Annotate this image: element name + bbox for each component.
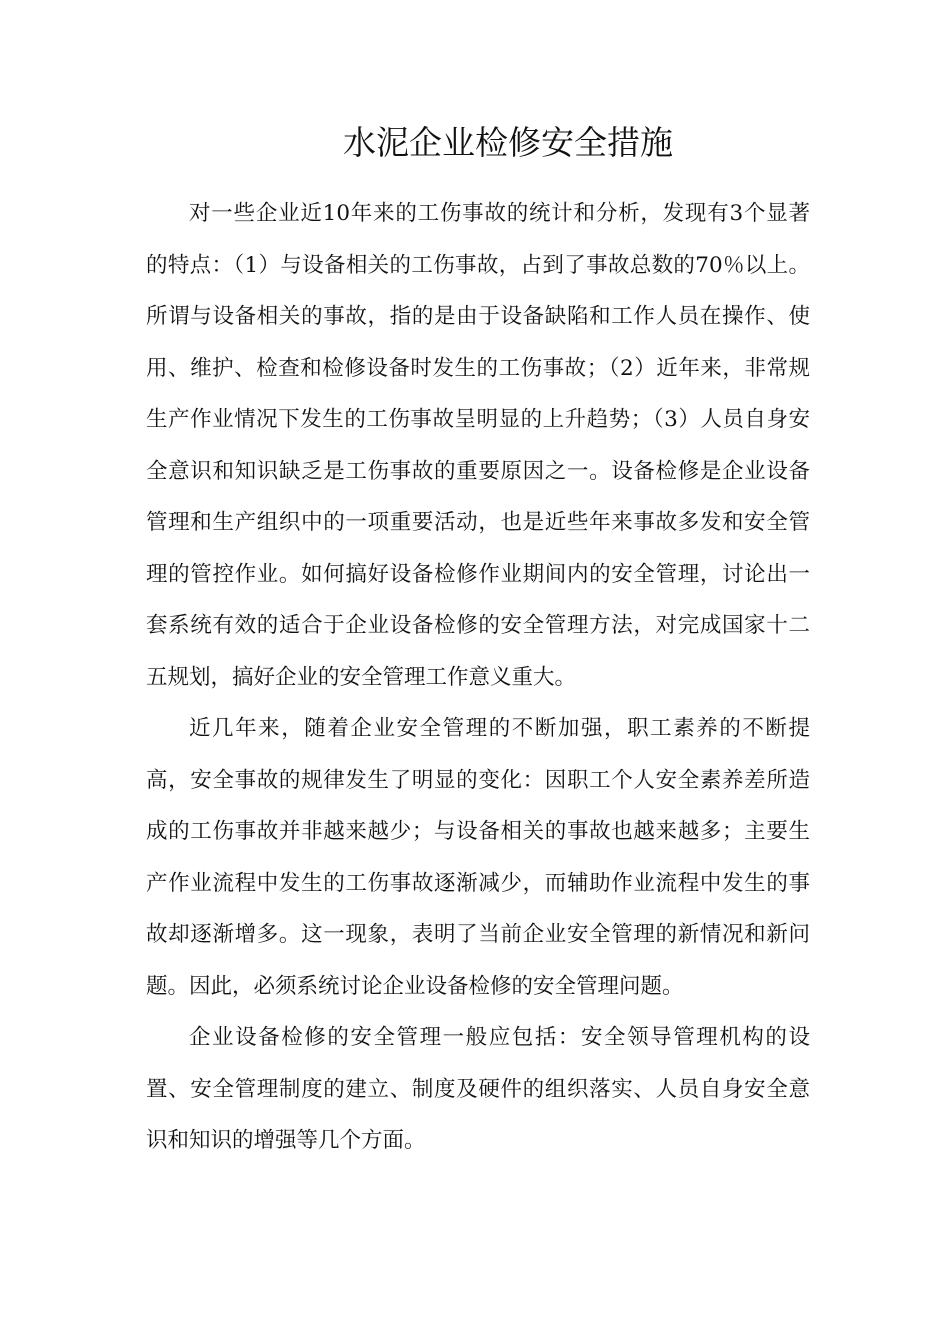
paragraph-1: 对一些企业近10年来的工伤事故的统计和分析，发现有3个显著的特点：（1）与设备相关的工伤事故，占到了事故总数的70％以上。所谓与设备相关的事故，指的是由于设备缺陷和工作人员在操作、使用、维护、检查和检修设备时发生的工伤事故；（2）近年来，非常规生产作业情况下发生的工伤事故呈明显的上升趋势；（3）人员自身安全意识和知识缺乏是工伤事故的重要原因之一。设备检修是企业设备管理和生产组织中的一项重要活动，也是近些年来事故多发和安全管理的管控作业。如何搞好设备检修作业期间内的安全管理，讨论出一套系统有效的适合于企业设备检修的安全管理方法，对完成国家十二五规划，搞好企业的安全管理工作意义重大。 [146, 201, 810, 690]
document-body [146, 188, 810, 1167]
document-title: 水泥企业检修安全措施 [343, 123, 673, 162]
paragraph-2: 近几年来，随着企业安全管理的不断加强，职工素养的不断提高，安全事故的规律发生了明显的变化：因职工个人安全素养差所造成的工伤事故并非越来越少；与设备相关的事故也越来越多；主要生产作业流程中发生的工伤事故逐渐减少，而辅助作业流程中发生的事故却逐渐增多。这一现象，表明了当前企业安全管理的新情况和新问题。因此，必须系统讨论企业设备检修的安全管理问题。 [146, 716, 810, 999]
paragraph-3: 企业设备检修的安全管理一般应包括：安全领导管理机构的设置、安全管理制度的建立、制度及硬件的组织落实、人员自身安全意识和知识的增强等几个方面。 [146, 1025, 810, 1153]
